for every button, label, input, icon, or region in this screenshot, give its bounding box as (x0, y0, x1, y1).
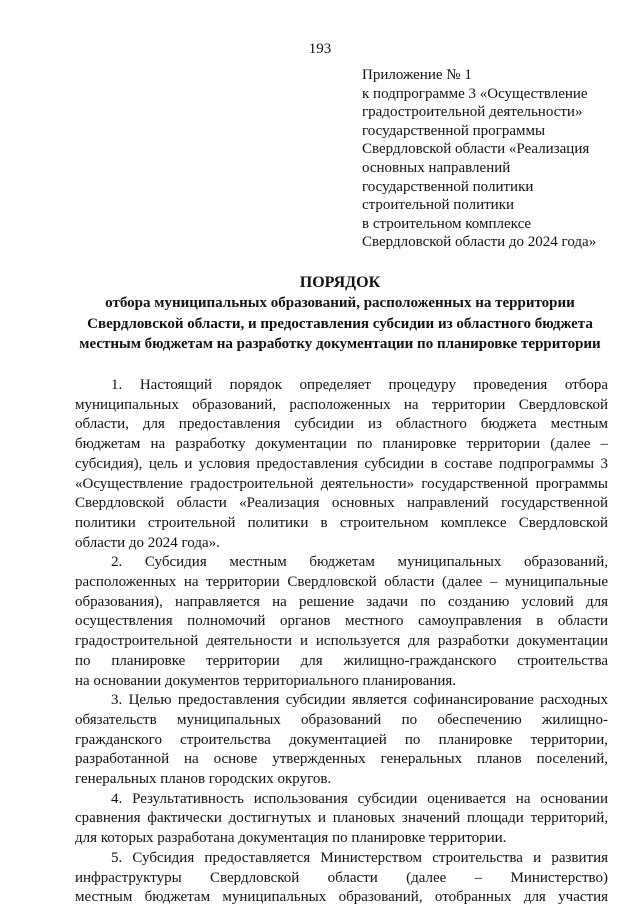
text-line: расположенных на территории Свердловской области (далее – муниципальные (75, 574, 608, 591)
text-line: образования), направляется на решение задачи по созданию условий для (75, 593, 608, 610)
text-line: местным бюджетам муниципальных образований, отобранных для участия (75, 889, 608, 906)
paragraph-4 (75, 790, 608, 849)
text-line: для которых разработана документация по планировке территории. (75, 830, 507, 847)
title-line: отбора муниципальных образований, расположенных на территории (105, 295, 575, 311)
text-line: сравнения фактически достигнутых и плановых значений площади территорий, (75, 810, 608, 827)
paragraph-5 (75, 849, 608, 908)
paragraph-1 (75, 376, 608, 553)
text-line: разработанной на основе утвержденных генеральных планов поселений, (75, 751, 608, 768)
appendix-line: государственной политики (362, 178, 534, 195)
text-line: генеральных планов городских округов. (75, 771, 332, 788)
text-line: 3. Целью предоставления субсидии является софинансирование расходных (111, 692, 608, 709)
appendix-line: в строительном комплексе (362, 215, 532, 232)
text-line: градостроительной деятельности и используется для разработки документации (75, 633, 608, 650)
document-body (75, 376, 608, 908)
text-line: политики строительной политики в строительном комплексе Свердловской (75, 514, 608, 531)
text-line: 1. Настоящий порядок определяет процедуру проведения отбора (111, 377, 608, 393)
text-line: обязательств муниципальных образований по обеспечению жилищно- (75, 711, 608, 728)
document-title (60, 273, 620, 355)
appendix-line: основных направлений (362, 159, 511, 176)
title-main: ПОРЯДОК (299, 274, 381, 291)
text-line: гражданского строительства документацией по планировке территории, (75, 731, 608, 748)
appendix-line: строительной политики (362, 197, 515, 214)
text-line: осуществления полномочий органов местного самоуправления в области (75, 613, 608, 630)
paragraph-2 (75, 553, 608, 691)
text-line: Свердловской области «Реализация основных направлений государственной (75, 495, 608, 512)
text-line: области до 2024 года». (75, 534, 220, 551)
appendix-line: Свердловской области «Реализация (362, 141, 590, 158)
appendix-line: градостроительной деятельности» (362, 104, 583, 121)
text-line: на основании документов территориального планирования. (75, 672, 457, 689)
appendix-line: к подпрограмме 3 «Осуществление (362, 85, 588, 102)
text-line: области, для предоставления субсидии из областного бюджета местным (75, 416, 608, 433)
appendix-header (362, 66, 632, 252)
text-line: 4. Результативность использования субсидии оценивается на основании (111, 790, 608, 807)
appendix-line: государственной программы (362, 122, 546, 139)
appendix-line: Свердловской области до 2024 года» (362, 234, 597, 251)
paragraph-3 (75, 691, 608, 790)
text-line: инфраструктуры Свердловской области (далее – Министерство) (75, 869, 608, 886)
text-line: субсидия), цель и условия предоставления субсидии в составе подпрограммы 3 (75, 455, 608, 472)
appendix-line: Приложение № 1 (362, 67, 472, 83)
text-line: «Осуществление градостроительной деятельности» государственной программы (75, 475, 608, 492)
text-line: бюджетам на разработку документации по планировке территории (далее – (75, 436, 608, 453)
title-line: Свердловской области, и предоставления субсидии из областного бюджета (87, 315, 593, 332)
text-line: 5. Субсидия предоставляется Министерством строительства и развития (111, 849, 608, 866)
text-line: 2. Субсидия местным бюджетам муниципальных образований, (111, 554, 608, 571)
text-line: муниципальных образований, расположенных на территории Свердловской (75, 396, 608, 413)
page-number: 193 (308, 41, 332, 57)
title-line: местным бюджетам на разработку документации по планировке территории (79, 336, 601, 352)
text-line: по планировке территории для жилищно-гражданского строительства (75, 652, 608, 669)
